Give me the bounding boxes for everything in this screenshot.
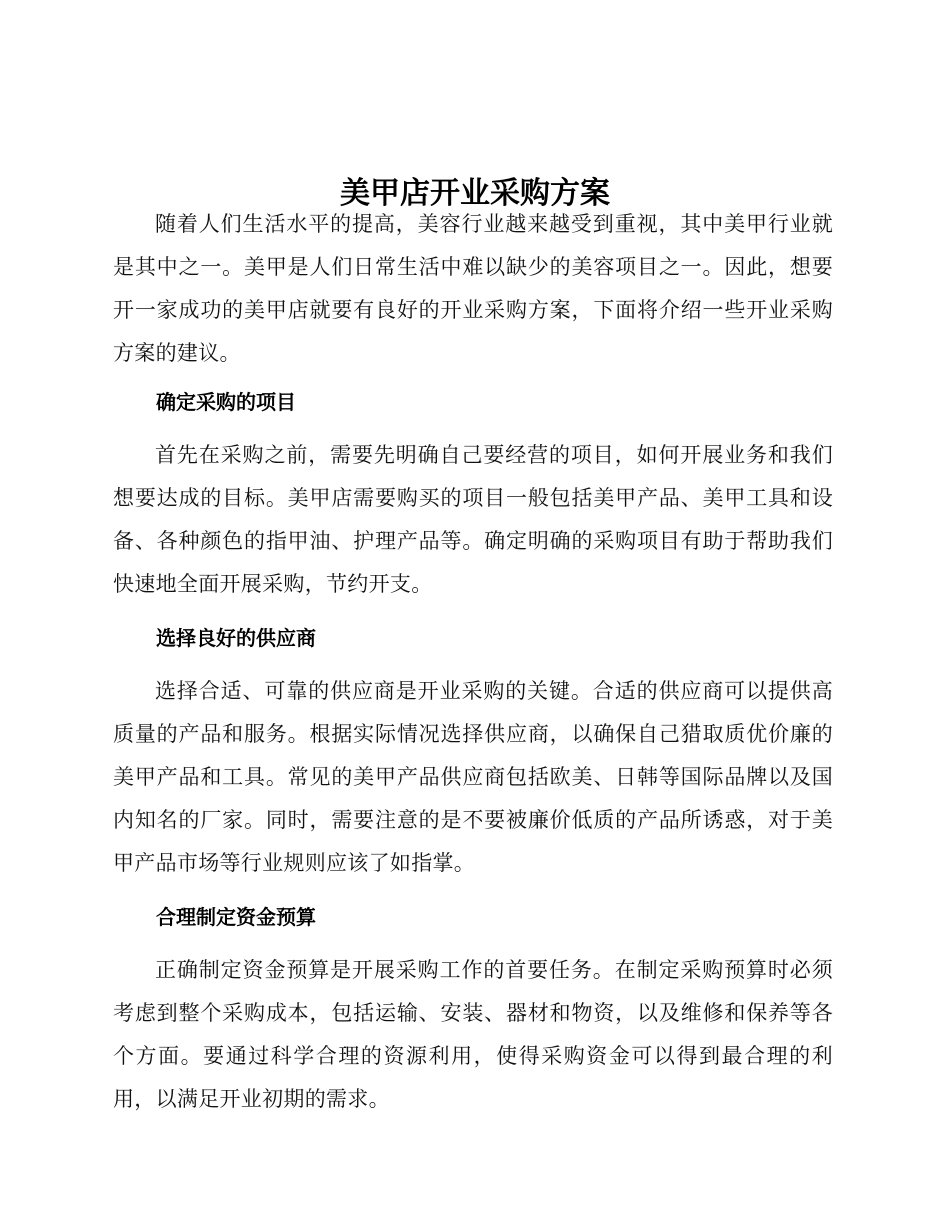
section-body-items: 首先在采购之前，需要先明确自己要经营的项目，如何开展业务和我们想要达成的目标。美甲店需要购买的项目一般包括美甲产品、美甲工具和设备、各种颜色的指甲油、护理产品等。确定明确的采购项目有助于帮助我们快速地全面开展采购，节约开支。 bbox=[113, 443, 833, 596]
document-title: 美甲店开业采购方案 bbox=[340, 176, 610, 212]
section-body-budget: 正确制定资金预算是开展采购工作的首要任务。在制定采购预算时必须考虑到整个采购成本，包括运输、安装、器材和物资，以及维修和保养等各个方面。要通过科学合理的资源利用，使得采购资金可以得到最合理的利用，以满足开业初期的需求。 bbox=[113, 958, 833, 1111]
section-heading-items: 确定采购的项目 bbox=[156, 390, 296, 414]
section-heading-budget: 合理制定资金预算 bbox=[156, 905, 316, 929]
section-body-supplier: 选择合适、可靠的供应商是开业采购的关键。合适的供应商可以提供高质量的产品和服务。根据实际情况选择供应商，以确保自己猎取质优价廉的美甲产品和工具。常见的美甲产品供应商包括欧美、日韩等国际品牌以及国内知名的厂家。同时，需要注意的是不要被廉价低质的产品所诱惑，对于美甲产品市场等行业规则应该了如指掌。 bbox=[113, 679, 833, 875]
section-heading-supplier: 选择良好的供应商 bbox=[156, 626, 316, 650]
intro-paragraph: 随着人们生活水平的提高，美容行业越来越受到重视，其中美甲行业就是其中之一。美甲是人们日常生活中难以缺少的美容项目之一。因此，想要开一家成功的美甲店就要有良好的开业采购方案，下面将介绍一些开业采购方案的建议。 bbox=[113, 212, 833, 365]
